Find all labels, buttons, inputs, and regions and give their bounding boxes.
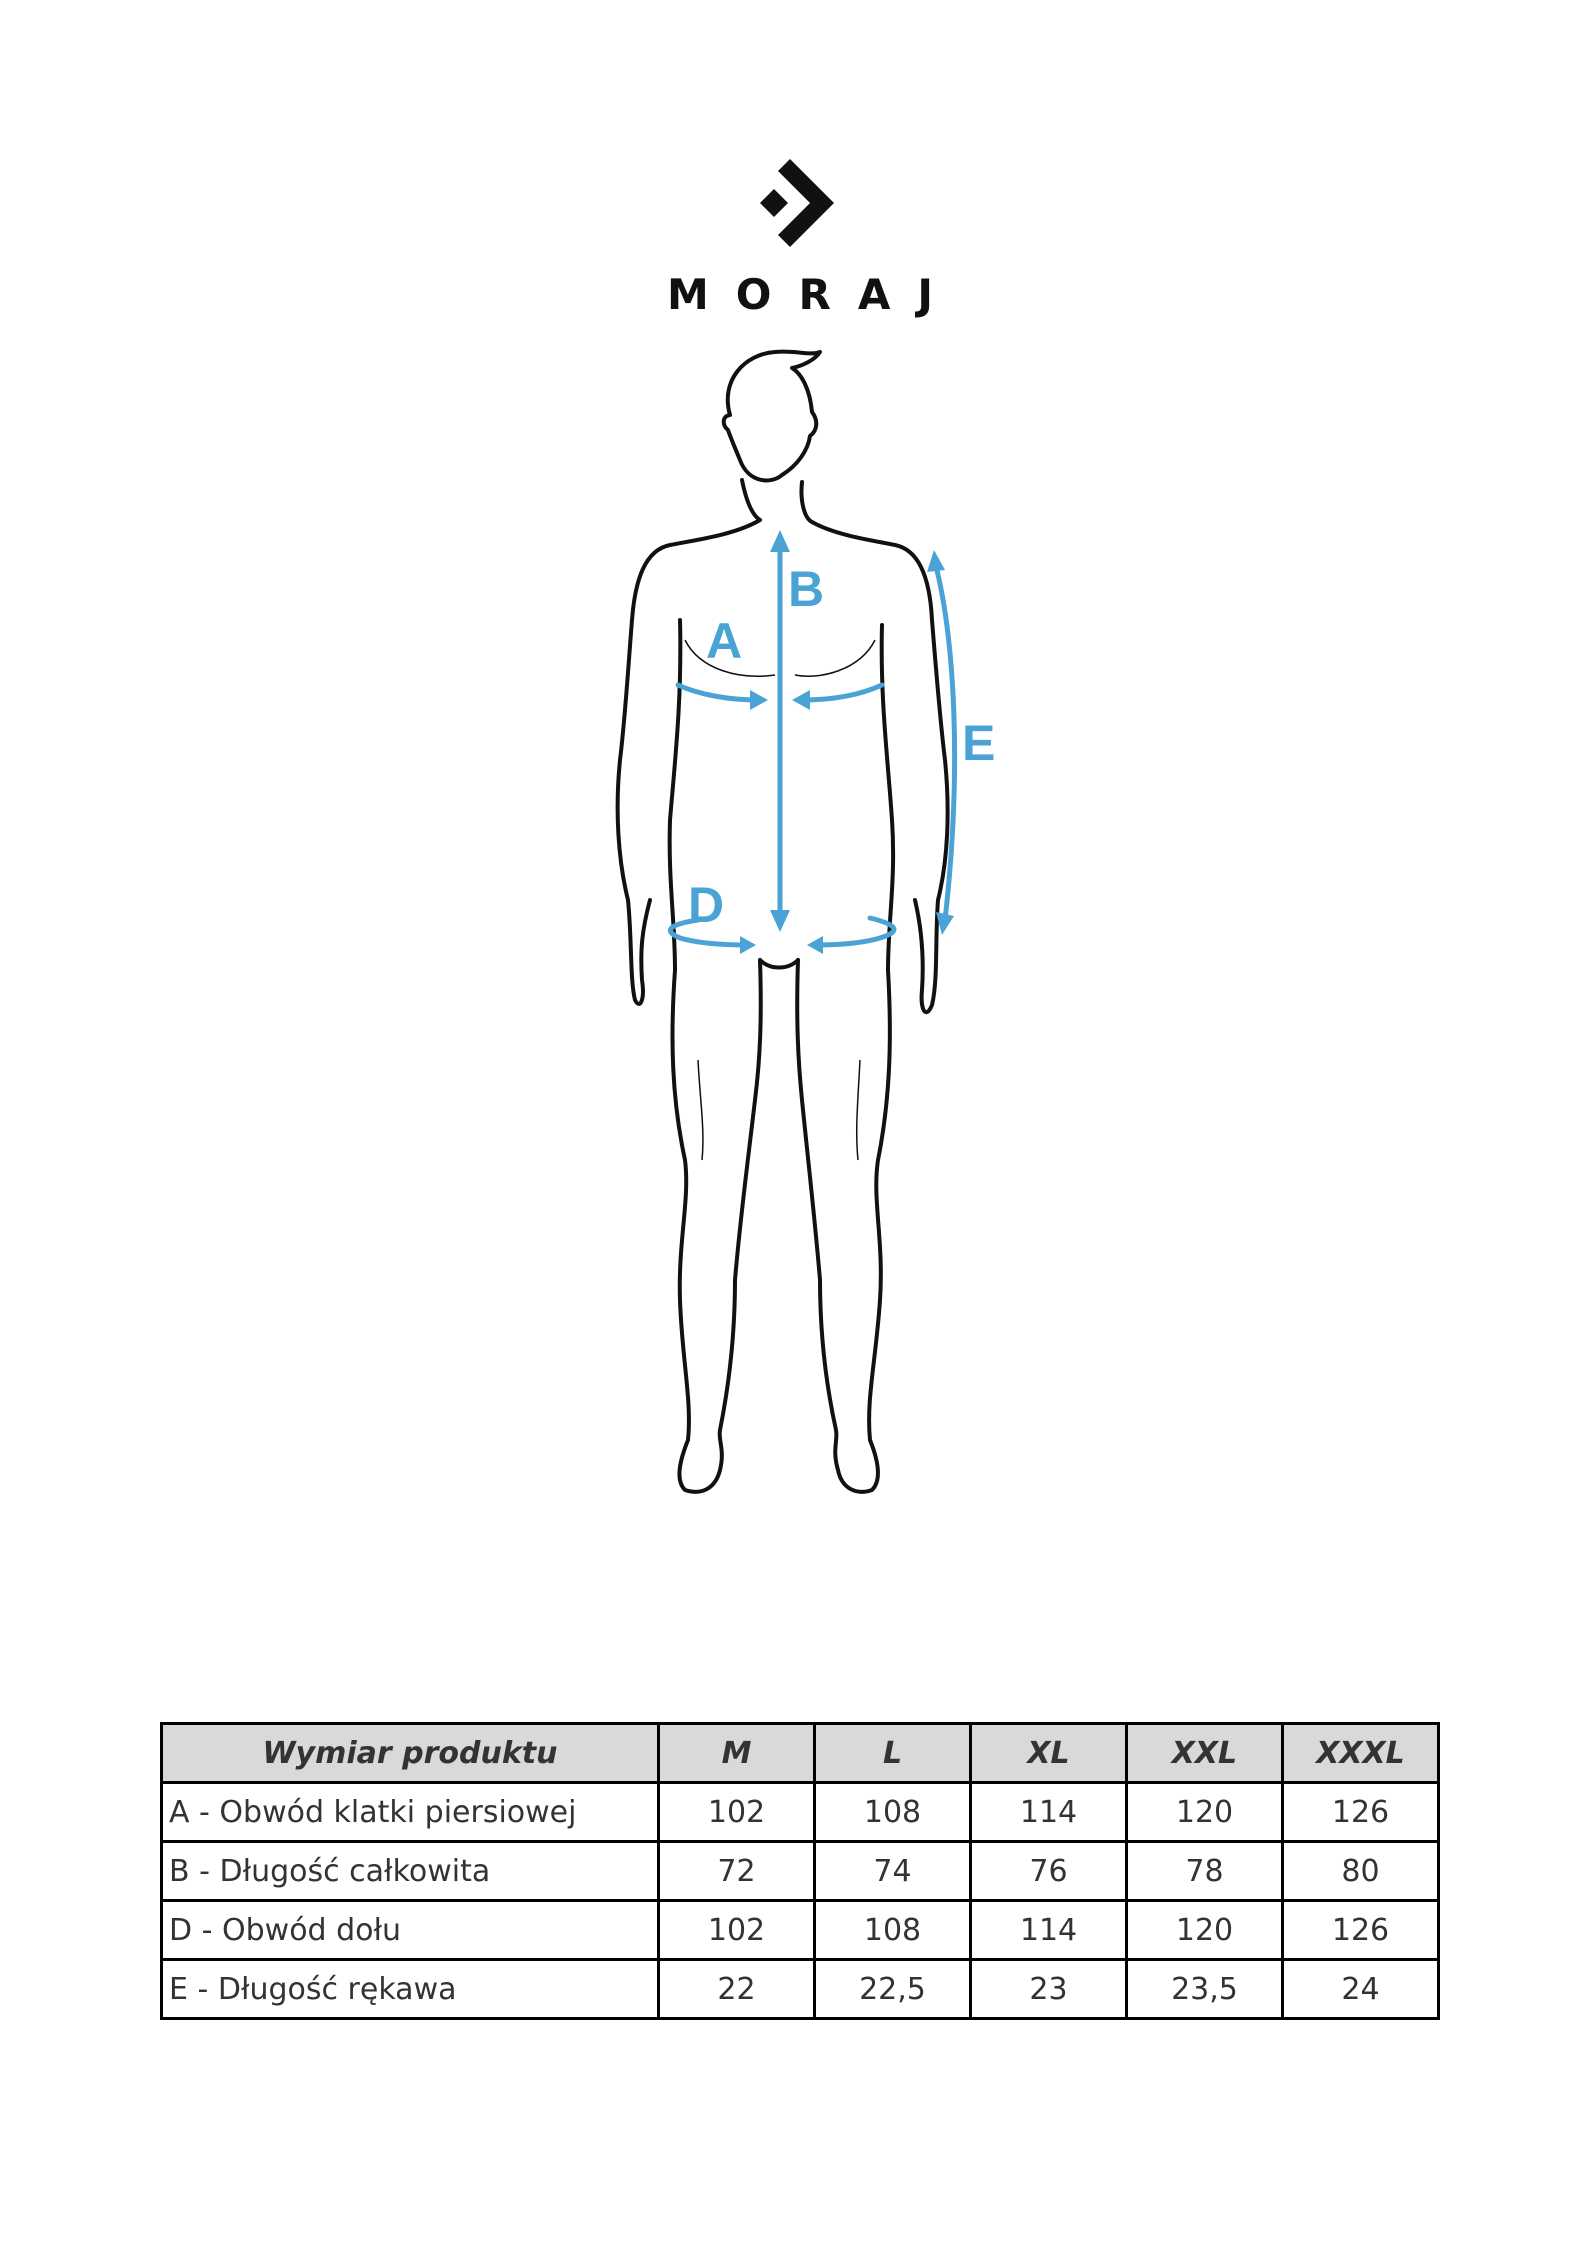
header-size-xxxl: XXXL	[1283, 1724, 1439, 1783]
header-size-m: M	[659, 1724, 815, 1783]
table-cell: 108	[815, 1901, 971, 1960]
table-cell: 80	[1283, 1842, 1439, 1901]
table-cell: 24	[1283, 1960, 1439, 2019]
table-cell: 22	[659, 1960, 815, 2019]
row-label: A - Obwód klatki piersiowej	[162, 1783, 659, 1842]
label-b: B	[788, 561, 825, 617]
row-label: B - Długość całkowita	[162, 1842, 659, 1901]
table-cell: 74	[815, 1842, 971, 1901]
header-size-xxl: XXL	[1127, 1724, 1283, 1783]
row-label: D - Obwód dołu	[162, 1901, 659, 1960]
brand-logo-icon	[752, 155, 842, 250]
header-dimension: Wymiar produktu	[162, 1724, 659, 1783]
table-cell: 102	[659, 1783, 815, 1842]
brand-name: MORAJ	[667, 270, 960, 319]
table-header-row	[162, 1724, 1439, 1783]
table-cell: 120	[1127, 1901, 1283, 1960]
table-cell: 23	[971, 1960, 1127, 2019]
size-table	[160, 1722, 1440, 2020]
body-measurement-figure	[570, 340, 1030, 1540]
table-cell: 126	[1283, 1783, 1439, 1842]
table-cell: 102	[659, 1901, 815, 1960]
row-label: E - Długość rękawa	[162, 1960, 659, 2019]
table-cell: 76	[971, 1842, 1127, 1901]
table-row	[162, 1960, 1439, 2019]
label-d: D	[688, 877, 725, 933]
label-a: A	[706, 613, 743, 669]
header-size-xl: XL	[971, 1724, 1127, 1783]
label-e: E	[962, 715, 996, 771]
table-row	[162, 1901, 1439, 1960]
table-cell: 108	[815, 1783, 971, 1842]
header-size-l: L	[815, 1724, 971, 1783]
table-cell: 120	[1127, 1783, 1283, 1842]
table-cell: 114	[971, 1901, 1127, 1960]
table-cell: 126	[1283, 1901, 1439, 1960]
table-cell: 72	[659, 1842, 815, 1901]
table-cell: 78	[1127, 1842, 1283, 1901]
table-row	[162, 1842, 1439, 1901]
table-row	[162, 1783, 1439, 1842]
table-cell: 22,5	[815, 1960, 971, 2019]
table-cell: 23,5	[1127, 1960, 1283, 2019]
table-cell: 114	[971, 1783, 1127, 1842]
